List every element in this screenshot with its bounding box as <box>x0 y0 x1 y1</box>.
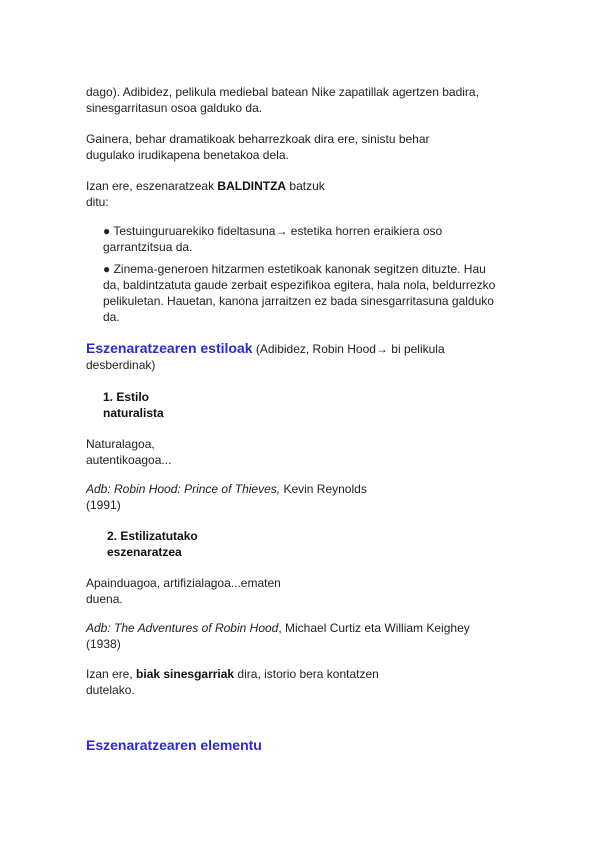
paragraph-intro-line2: sinesgarritasun osoa galduko da. <box>86 101 263 115</box>
conditions-bold-term: BALDINTZA <box>217 179 287 193</box>
style1-title-line1: 1. Estilo <box>103 390 150 404</box>
list-item <box>103 261 495 325</box>
paragraph-conditions <box>86 178 325 210</box>
section-styles-note: (Adibidez, Robin Hood→ bi pelikula <box>252 342 445 356</box>
conclusion-prefix: Izan ere, <box>86 667 137 681</box>
style1-example-year: (1991) <box>86 498 121 512</box>
style1-title <box>103 389 164 421</box>
style2-example-year: (1938) <box>86 637 121 651</box>
conditions-suffix: batzuk <box>286 179 325 193</box>
list-item-line: ● Testuinguruarekiko fideltasuna→ estetika horren eraikiera oso <box>103 224 443 238</box>
style1-example <box>86 481 367 513</box>
style2-example <box>86 620 470 652</box>
paragraph-intro-line1: dago). Adibidez, pelikula mediebal batean Nike zapatillak agertzen badira, <box>86 85 479 99</box>
list-item-line: pelikuletan. Hauetan, kanona jarraitzen ez bada sinesgarritasuna galduko <box>103 294 494 308</box>
style2-description <box>86 575 281 607</box>
paragraph-dramatic-line2: dugulako irudikapena benetakoa dela. <box>86 148 289 162</box>
section-styles <box>86 340 445 373</box>
list-item-line: da. <box>103 310 120 324</box>
style2-example-directors: , Michael Curtiz eta William Keighey <box>278 621 470 635</box>
list-item <box>103 223 495 255</box>
style2-title-line1: 2. Estilizatutako <box>107 529 198 543</box>
style2-desc-line1: Apainduagoa, artifizialagoa...ematen <box>86 576 281 590</box>
conclusion-line2: dutelako. <box>86 683 135 697</box>
paragraph-intro <box>86 84 479 116</box>
section-elements-heading: Eszenaratzearen elementu <box>86 737 262 753</box>
style1-description <box>86 436 171 468</box>
list-item-line: ● Zinema-generoen hitzarmen estetikoak kanonak segitzen dituzte. Hau <box>103 262 486 276</box>
conclusion-suffix: dira, istorio bera kontatzen <box>234 667 379 681</box>
paragraph-dramatic-line1: Gainera, behar dramatikoak beharrezkoak dira ere, sinistu behar <box>86 132 430 146</box>
list-item-line: garrantzitsua da. <box>103 240 193 254</box>
style2-example-title: Adb: The Adventures of Robin Hood <box>86 621 279 635</box>
paragraph-conclusion <box>86 666 379 698</box>
section-elements <box>86 737 262 754</box>
section-styles-heading: Eszenaratzearen estiloak <box>86 340 253 356</box>
conditions-line2: ditu: <box>86 195 109 209</box>
style1-desc-line1: Naturalagoa, <box>86 437 155 451</box>
conclusion-bold: biak sinesgarriak <box>136 667 235 681</box>
paragraph-dramatic-needs <box>86 131 430 163</box>
conditions-prefix: Izan ere, eszenaratzeak <box>86 179 218 193</box>
conditions-list <box>103 223 495 331</box>
style2-title <box>107 528 198 560</box>
style2-desc-line2: duena. <box>86 592 123 606</box>
list-item-line: da, baldintzatuta gaude zerbait espezifikoa egitera, hala nola, beldurrezko <box>103 278 496 292</box>
style1-example-title: Adb: Robin Hood: Prince of Thieves, <box>86 482 281 496</box>
style1-title-line2: naturalista <box>103 406 164 420</box>
style2-title-line2: eszenaratzea <box>107 545 182 559</box>
style1-example-director: Kevin Reynolds <box>280 482 367 496</box>
section-styles-note-line2: desberdinak) <box>86 358 156 372</box>
style1-desc-line2: autentikoagoa... <box>86 453 172 467</box>
